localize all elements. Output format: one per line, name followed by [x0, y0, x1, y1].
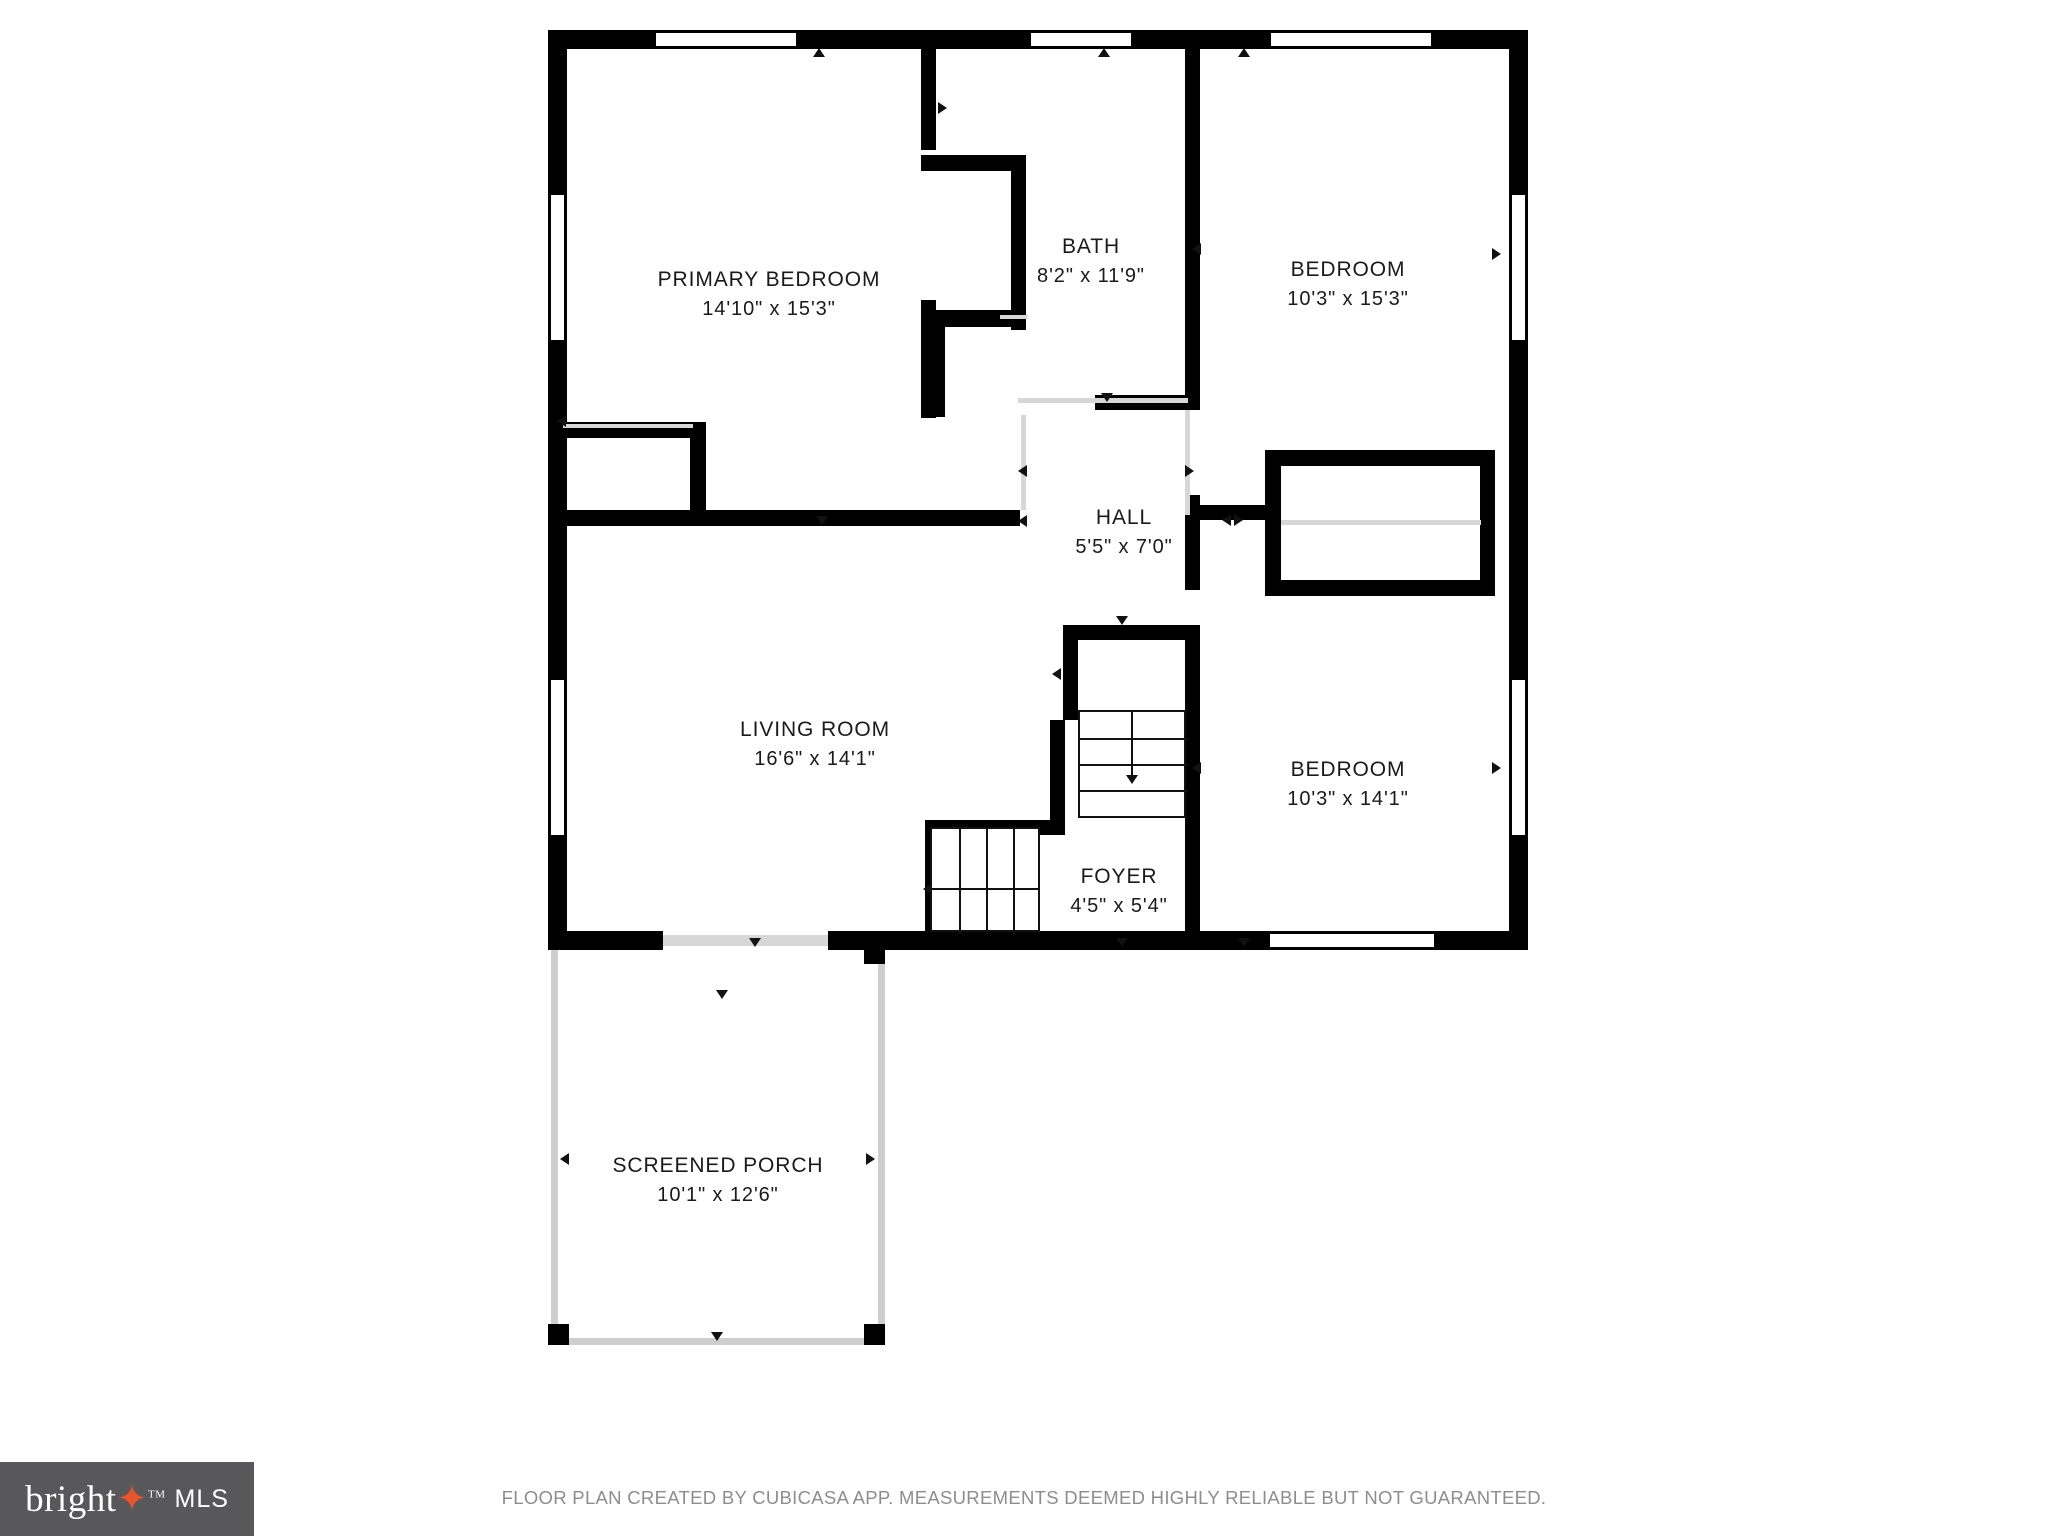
- window-top-bedroom: [1271, 30, 1431, 49]
- door-arrow-primary-top-icon: [938, 102, 947, 114]
- stair-lower: [930, 827, 1040, 932]
- door-arrow-living-bottom2-icon: [716, 990, 728, 999]
- brand-accent-icon: ✦: [116, 1479, 148, 1520]
- room-name: BEDROOM: [1290, 258, 1406, 281]
- exterior-wall-bottom-left: [548, 931, 663, 950]
- window-right-bedroom-bottom: [1509, 680, 1528, 835]
- exterior-wall-top-mid2: [1131, 30, 1271, 49]
- bright-mls-logo: [0, 1462, 254, 1536]
- thin-wall-hall-vertical-right: [1185, 410, 1190, 515]
- door-arrow-foyer-bottom-icon: [1116, 938, 1128, 947]
- door-arrow-bedroom-top-icon: [1238, 48, 1250, 57]
- door-arrow-hall-door-icon: [1018, 465, 1027, 477]
- brand-word: bright: [25, 1479, 117, 1520]
- room-dimensions: 14'10" x 15'3": [702, 298, 836, 321]
- window-top-primary: [656, 30, 796, 49]
- brand-suffix: MLS: [174, 1484, 229, 1513]
- room-label-hall: [1075, 503, 1172, 562]
- exterior-wall-right-mid: [1509, 340, 1528, 680]
- room-label-foyer: [1070, 862, 1167, 921]
- porch-post-bottom-left: [548, 1324, 569, 1345]
- right-closet-wall-top: [1265, 450, 1495, 466]
- interior-wall-bath-right: [1185, 30, 1200, 400]
- door-arrow-hall-closet-icon: [1234, 514, 1243, 526]
- room-dimensions: 8'2" x 11'9": [1037, 265, 1145, 288]
- door-arrow-bath-right-icon: [1192, 243, 1201, 255]
- door-arrow-hall-left-icon: [1018, 515, 1027, 527]
- exterior-wall-right-top: [1509, 30, 1528, 195]
- thin-wall-primary-closet: [563, 424, 693, 428]
- stair-arrow-down-icon: [1126, 775, 1138, 784]
- right-closet-wall-right: [1480, 450, 1495, 596]
- porch-arrow-right-icon: [866, 1153, 875, 1165]
- porch-arrow-bottom-icon: [711, 1332, 723, 1341]
- room-label-screened-porch: [613, 1151, 824, 1210]
- porch-wall-left: [551, 950, 558, 1345]
- door-arrow-bedroom-right-icon: [1492, 248, 1501, 260]
- room-label-bedroom-bottom: [1287, 755, 1408, 814]
- window-left-living: [548, 680, 567, 835]
- interior-wall-foyer-left-bottom: [1050, 720, 1065, 835]
- door-arrow-bedroom-low-right-icon: [1492, 762, 1501, 774]
- room-name: SCREENED PORCH: [612, 1154, 824, 1177]
- thin-wall-hall-primary: [1021, 415, 1026, 510]
- door-arrow-bedroom-low-left-icon: [1192, 762, 1201, 774]
- trademark-mark: TM: [148, 1488, 166, 1501]
- right-closet-wall-bottom: [1265, 580, 1495, 596]
- door-arrow-primary-left-icon: [557, 415, 566, 427]
- room-dimensions: 10'3" x 14'1": [1287, 788, 1409, 811]
- room-name: BATH: [1061, 235, 1121, 258]
- window-right-bedroom-top: [1509, 195, 1528, 340]
- porch-arrow-left-icon: [560, 1153, 569, 1165]
- room-name: FOYER: [1080, 865, 1158, 888]
- exterior-wall-bottom-right2: [1188, 931, 1270, 950]
- door-arrow-primary-top2-icon: [813, 48, 825, 57]
- exterior-wall-top-mid: [796, 30, 1031, 49]
- right-closet-wall-left: [1265, 450, 1281, 595]
- room-label-living-room: [740, 715, 890, 774]
- porch-wall-right: [878, 950, 885, 1345]
- exterior-wall-bottom-thin: [663, 935, 828, 946]
- room-label-bath: [1037, 232, 1145, 291]
- interior-wall-foyer-top-right: [1078, 625, 1200, 640]
- interior-wall-bath-left: [921, 30, 936, 150]
- interior-wall-foyer-right: [1185, 625, 1200, 931]
- room-label-bedroom-top: [1287, 255, 1408, 314]
- door-arrow-bath-top-icon: [1098, 48, 1110, 57]
- room-dimensions: 16'6" x 14'1": [754, 748, 876, 771]
- door-arrow-bedroom-low-bottom-icon: [1238, 938, 1250, 947]
- room-dimensions: 10'1" x 12'6": [657, 1184, 779, 1207]
- window-top-bath: [1031, 30, 1131, 49]
- porch-post-top-right: [864, 943, 885, 964]
- door-arrow-hall-right-icon: [1185, 465, 1194, 477]
- window-left-primary: [548, 195, 567, 340]
- porch-post-bottom-right: [864, 1324, 885, 1345]
- interior-wall-bath-left-3: [921, 390, 936, 418]
- stair-arrow-line-vertical: [1131, 712, 1133, 777]
- room-name: PRIMARY BEDROOM: [657, 268, 881, 291]
- closet-wall-right: [1011, 155, 1026, 330]
- right-closet-inner-line: [1281, 520, 1481, 525]
- room-name: HALL: [1095, 506, 1153, 529]
- interior-wall-foyer-left-lower: [1063, 700, 1078, 720]
- room-dimensions: 4'5" x 5'4": [1070, 895, 1168, 918]
- room-dimensions: 5'5" x 7'0": [1075, 536, 1173, 559]
- interior-wall-hall-top-left: [560, 510, 1020, 526]
- window-bottom-bedroom: [1270, 931, 1434, 950]
- stair-arrow-left-icon: [923, 883, 932, 895]
- room-name: LIVING ROOM: [740, 718, 890, 741]
- stair-arrow-line-horizontal: [930, 888, 1040, 890]
- door-arrow-hall-closet2-icon: [1222, 514, 1231, 526]
- exterior-wall-bottom-right: [1434, 931, 1528, 950]
- door-arrow-primary-closet-icon: [816, 516, 828, 525]
- room-label-primary-bedroom: [658, 265, 881, 324]
- door-arrow-foyer-top-icon: [1116, 616, 1128, 625]
- exterior-wall-left-top: [548, 30, 567, 195]
- room-dimensions: 10'3" x 15'3": [1287, 288, 1409, 311]
- door-arrow-foyer-left-icon: [1052, 668, 1061, 680]
- door-arrow-hall-bath-icon: [1101, 393, 1113, 402]
- room-name: BEDROOM: [1290, 758, 1406, 781]
- thin-wall-bath-closet: [1000, 315, 1028, 319]
- disclaimer-text: FLOOR PLAN CREATED BY CUBICASA APP. MEASUREMENTS DEEMED HIGHLY RELIABLE BUT NOT GUARANTEED.: [501, 1487, 1547, 1508]
- door-arrow-living-bottom-icon: [749, 938, 761, 947]
- exterior-wall-bottom-mid2: [1068, 931, 1188, 950]
- brand-name: [25, 1477, 165, 1521]
